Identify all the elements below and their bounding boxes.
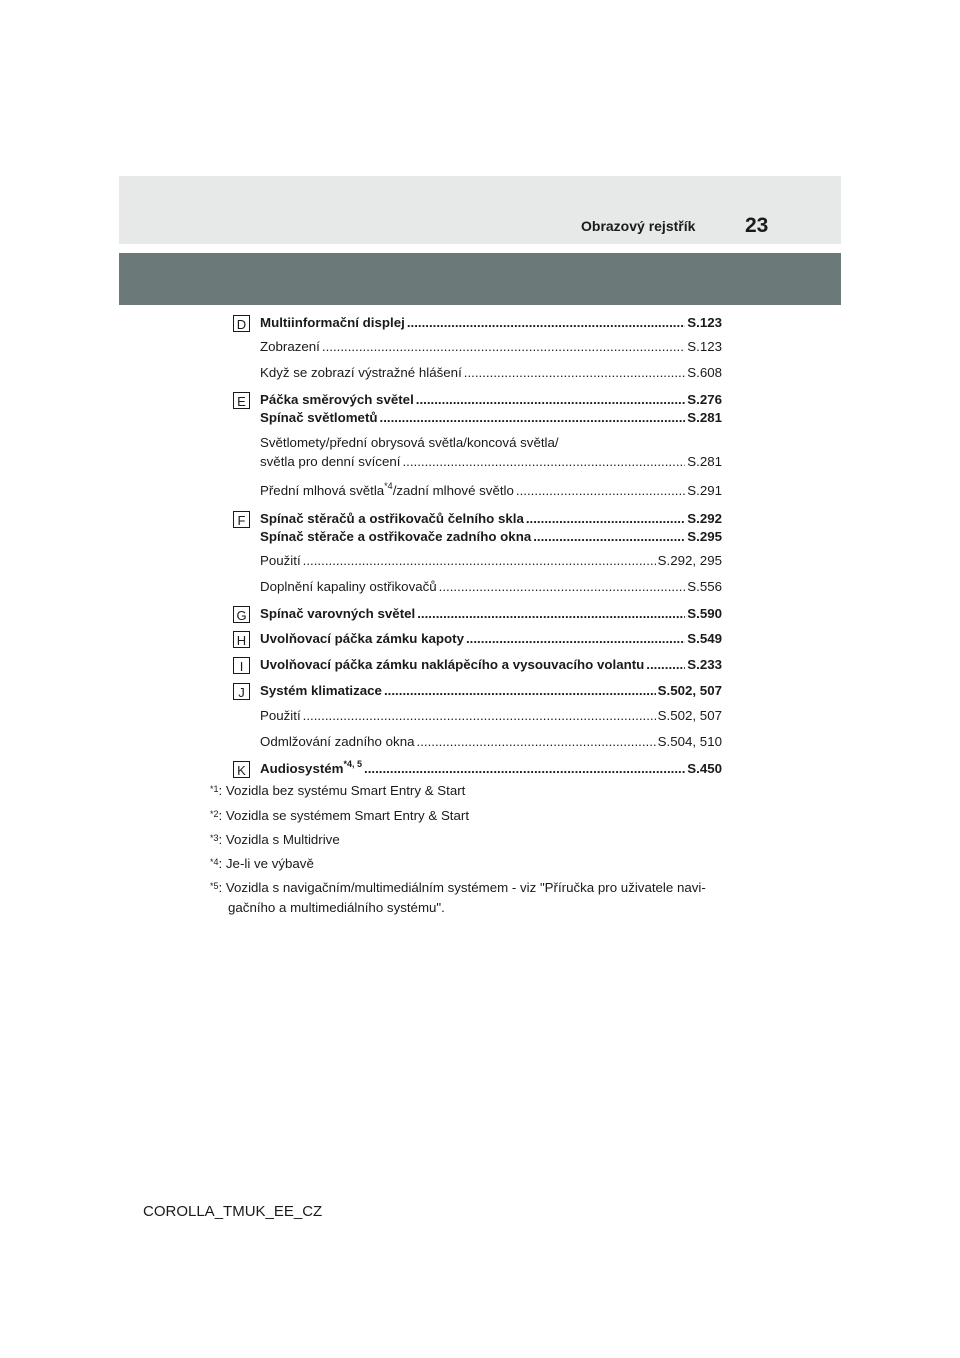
index-entry[interactable] — [260, 683, 722, 699]
page-reference[interactable]: S.281 — [687, 410, 722, 425]
index-entry[interactable] — [260, 410, 722, 426]
index-letter-k: K — [233, 761, 250, 778]
dot-leader — [364, 761, 685, 777]
dot-leader — [384, 683, 656, 699]
section-title: Obrazový rejstřík — [581, 218, 696, 234]
entry-label: Použití — [260, 553, 301, 568]
index-entry[interactable] — [260, 511, 722, 527]
dot-leader — [466, 631, 685, 647]
footnote-text: Vozidla s navigačním/multimediálním systémem - viz "Příručka pro uživatele navi- — [225, 880, 706, 895]
index-letter-e: E — [233, 392, 250, 409]
footnote-text: Vozidla s Multidrive — [225, 832, 340, 847]
index-entry[interactable] — [260, 657, 722, 673]
page-reference[interactable]: S.556 — [687, 579, 722, 594]
page-reference[interactable]: S.502, 507 — [657, 683, 722, 698]
page-reference[interactable]: S.291 — [687, 483, 722, 498]
page-reference[interactable]: S.123 — [687, 339, 722, 354]
page-reference[interactable]: S.233 — [687, 657, 722, 672]
footnote: $^{*3}$: Vozidla s Multidrive — [210, 832, 340, 847]
index-entry[interactable] — [260, 315, 722, 331]
dot-leader — [303, 708, 656, 724]
index-entry[interactable] — [260, 758, 722, 777]
index-entry[interactable] — [260, 553, 722, 569]
entry-label: Zobrazení — [260, 339, 320, 354]
index-entry[interactable] — [260, 529, 722, 545]
entry-label: Systém klimatizace — [260, 683, 382, 698]
entry-label: Použití — [260, 708, 301, 723]
page-reference[interactable]: S.504, 510 — [657, 734, 722, 749]
footnote-text-continued: gačního a multimediálního systému". — [228, 900, 445, 915]
page-reference[interactable]: S.292, 295 — [657, 553, 722, 568]
dot-leader — [417, 734, 656, 750]
footnote: $^{*5}$: Vozidla s navigačním/multimediálním systémem - viz "Příručka pro uživatele navi- gačního a multimediálního systému". — [210, 878, 760, 918]
page-reference[interactable]: S.123 — [687, 315, 722, 330]
footnote: $^{*4}$: Je-li ve výbavě — [210, 856, 314, 871]
entry-label: Přední mlhová světla$^{*4}$/zadní mlhové světlo — [260, 480, 514, 498]
index-entry[interactable] — [260, 606, 722, 622]
dot-leader — [646, 657, 685, 673]
footnote-mark: *2 — [210, 809, 219, 819]
dot-leader — [417, 606, 685, 622]
index-entry[interactable] — [260, 480, 722, 499]
index-entry[interactable] — [260, 631, 722, 647]
entry-label: Spínač varovných světel — [260, 606, 416, 621]
entry-label: světla pro denní svícení — [260, 454, 401, 469]
entry-label: Spínač stěrače a ostřikovače zadního okna — [260, 529, 532, 544]
page-reference[interactable]: S.295 — [687, 529, 722, 544]
dot-leader — [526, 511, 685, 527]
entry-label: Uvolňovací páčka zámku naklápěcího a vysouvacího volantu — [260, 657, 645, 672]
page-reference[interactable]: S.590 — [687, 606, 722, 621]
entry-label: Páčka směrových světel — [260, 392, 414, 407]
footnote-mark: *4 — [210, 857, 219, 867]
footnote-mark: *1 — [210, 784, 219, 794]
footnote-ref: *4, 5 — [343, 758, 363, 769]
entry-label: Uvolňovací páčka zámku kapoty — [260, 631, 464, 646]
index-entry[interactable] — [260, 734, 722, 750]
footnote-text: Je-li ve výbavě — [225, 856, 314, 871]
dot-leader — [439, 579, 686, 595]
dot-leader — [407, 315, 685, 331]
page-reference[interactable]: S.276 — [687, 392, 722, 407]
index-entry[interactable] — [260, 454, 722, 470]
page-reference[interactable]: S.292 — [687, 511, 722, 526]
footnote-ref: *4 — [384, 480, 393, 491]
index-entry[interactable] — [260, 339, 722, 355]
index-entry[interactable] — [260, 392, 722, 408]
index-entry[interactable] — [260, 365, 722, 381]
index-letter-g: G — [233, 606, 250, 623]
page-reference[interactable]: S.502, 507 — [657, 708, 722, 723]
page-number: 23 — [745, 214, 769, 237]
dot-leader — [402, 454, 685, 470]
index-entry[interactable] — [260, 708, 722, 724]
header-dark-band — [119, 253, 841, 305]
dot-leader — [322, 339, 685, 355]
entry-label: Odmlžování zadního okna — [260, 734, 415, 749]
footnote-text: Vozidla se systémem Smart Entry & Start — [225, 808, 470, 823]
index-letter-f: F — [233, 511, 250, 528]
index-letter-i: I — [233, 657, 250, 674]
footnote-text: Vozidla bez systému Smart Entry & Start — [225, 783, 466, 798]
page-reference[interactable]: S.450 — [687, 761, 722, 776]
index-letter-h: H — [233, 631, 250, 648]
footnote-mark: *3 — [210, 833, 219, 843]
dot-leader — [416, 392, 685, 408]
dot-leader — [533, 529, 685, 545]
dot-leader — [380, 410, 686, 426]
page-reference[interactable]: S.608 — [687, 365, 722, 380]
entry-label: Multiinformační displej — [260, 315, 405, 330]
index-entry[interactable] — [260, 579, 722, 595]
page-reference[interactable]: S.281 — [687, 454, 722, 469]
dot-leader — [516, 483, 685, 499]
entry-label: Spínač stěračů a ostřikovačů čelního skla — [260, 511, 524, 526]
entry-label: Audiosystém$^{*4, 5}$ — [260, 758, 363, 776]
footnote: $^{*1}$: Vozidla bez systému Smart Entry & Start — [210, 783, 466, 798]
index-entry[interactable] — [260, 435, 722, 451]
dot-leader — [464, 365, 685, 381]
index-letter-j: J — [233, 683, 250, 700]
footnote: $^{*2}$: Vozidla se systémem Smart Entry & Start — [210, 808, 470, 823]
header-band — [119, 176, 841, 244]
dot-leader — [303, 553, 656, 569]
index-letter-d: D — [233, 315, 250, 332]
entry-label: Doplnění kapaliny ostřikovačů — [260, 579, 437, 594]
page-reference[interactable]: S.549 — [687, 631, 722, 646]
entry-label: Spínač světlometů — [260, 410, 378, 425]
footnote-mark: *5 — [210, 881, 219, 891]
document-code: COROLLA_TMUK_EE_CZ — [143, 1203, 323, 1220]
entry-label: Světlomety/přední obrysová světla/koncová světla/ — [260, 435, 559, 450]
entry-label: Když se zobrazí výstražné hlášení — [260, 365, 462, 380]
